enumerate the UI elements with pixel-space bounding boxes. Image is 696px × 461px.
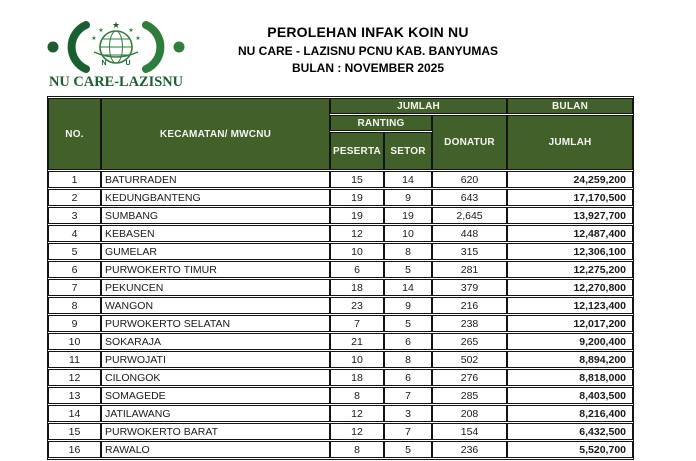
table-row bbox=[48, 243, 633, 260]
cell-kecamatan: KEDUNGBANTENG bbox=[101, 189, 330, 206]
table-row bbox=[48, 369, 633, 386]
cell-kecamatan: PEKUNCEN bbox=[101, 279, 330, 296]
col-group-jumlah: JUMLAH bbox=[330, 98, 507, 114]
cell-peserta: 8 bbox=[330, 441, 384, 458]
cell-donatur: 285 bbox=[432, 387, 507, 404]
cell-donatur: 502 bbox=[432, 351, 507, 368]
cell-donatur: 643 bbox=[432, 189, 507, 206]
cell-peserta: 12 bbox=[330, 423, 384, 440]
col-header-no: NO. bbox=[48, 98, 101, 170]
cell-kecamatan: RAWALO bbox=[101, 441, 330, 458]
cell-setor: 5 bbox=[384, 261, 432, 278]
cell-peserta: 23 bbox=[330, 297, 384, 314]
cell-kecamatan: PURWOKERTO TIMUR bbox=[101, 261, 330, 278]
cell-peserta: 6 bbox=[330, 261, 384, 278]
cell-setor: 9 bbox=[384, 189, 432, 206]
cell-no: 6 bbox=[48, 261, 101, 278]
cell-no: 2 bbox=[48, 189, 101, 206]
col-header-bulan-jumlah: JUMLAH bbox=[507, 115, 633, 170]
cell-peserta: 7 bbox=[330, 315, 384, 332]
cell-donatur: 154 bbox=[432, 423, 507, 440]
report-header bbox=[190, 24, 546, 75]
cell-kecamatan: PURWOKERTO BARAT bbox=[101, 423, 330, 440]
cell-kecamatan: SUMBANG bbox=[101, 207, 330, 224]
cell-peserta: 12 bbox=[330, 225, 384, 242]
cell-kecamatan: JATILAWANG bbox=[101, 405, 330, 422]
cell-no: 7 bbox=[48, 279, 101, 296]
cell-jumlah: 12,275,200 bbox=[507, 261, 633, 278]
table-row bbox=[48, 261, 633, 278]
cell-setor: 7 bbox=[384, 387, 432, 404]
cell-no: 9 bbox=[48, 315, 101, 332]
cell-donatur: 208 bbox=[432, 405, 507, 422]
table-row bbox=[48, 297, 633, 314]
cell-peserta: 21 bbox=[330, 333, 384, 350]
cell-jumlah: 13,927,700 bbox=[507, 207, 633, 224]
cell-no: 5 bbox=[48, 243, 101, 260]
cell-setor: 8 bbox=[384, 351, 432, 368]
cell-no: 13 bbox=[48, 387, 101, 404]
cell-no: 11 bbox=[48, 351, 101, 368]
cell-peserta: 15 bbox=[330, 171, 384, 188]
cell-kecamatan: KEBASEN bbox=[101, 225, 330, 242]
cell-no: 12 bbox=[48, 369, 101, 386]
table-row bbox=[48, 207, 633, 224]
cell-donatur: 281 bbox=[432, 261, 507, 278]
cell-donatur: 2,645 bbox=[432, 207, 507, 224]
table-row bbox=[48, 315, 633, 332]
cell-setor: 7 bbox=[384, 423, 432, 440]
cell-no: 16 bbox=[48, 441, 101, 458]
cell-setor: 6 bbox=[384, 369, 432, 386]
cell-jumlah: 12,270,800 bbox=[507, 279, 633, 296]
table-row bbox=[48, 171, 633, 188]
table-row bbox=[48, 441, 633, 458]
cell-kecamatan: PURWOKERTO SELATAN bbox=[101, 315, 330, 332]
cell-setor: 8 bbox=[384, 243, 432, 260]
cell-kecamatan: SOMAGEDE bbox=[101, 387, 330, 404]
table-header bbox=[48, 98, 633, 170]
cell-peserta: 10 bbox=[330, 243, 384, 260]
cell-jumlah: 17,170,500 bbox=[507, 189, 633, 206]
cell-donatur: 315 bbox=[432, 243, 507, 260]
table-body bbox=[48, 171, 633, 458]
cell-setor: 6 bbox=[384, 333, 432, 350]
cell-peserta: 18 bbox=[330, 369, 384, 386]
col-header-peserta: PESERTA bbox=[330, 132, 384, 170]
cell-setor: 3 bbox=[384, 405, 432, 422]
cell-donatur: 448 bbox=[432, 225, 507, 242]
cell-no: 3 bbox=[48, 207, 101, 224]
cell-donatur: 238 bbox=[432, 315, 507, 332]
logo-letter-u: U bbox=[125, 60, 131, 67]
svg-text:★: ★ bbox=[98, 27, 104, 34]
cell-kecamatan: GUMELAR bbox=[101, 243, 330, 260]
cell-jumlah: 12,487,400 bbox=[507, 225, 633, 242]
page-title: PEROLEHAN INFAK KOIN NU bbox=[267, 24, 469, 40]
table-row bbox=[48, 423, 633, 440]
col-header-kecamatan: KECAMATAN/ MWCNU bbox=[101, 98, 330, 170]
cell-donatur: 265 bbox=[432, 333, 507, 350]
cell-jumlah: 8,894,200 bbox=[507, 351, 633, 368]
cell-jumlah: 9,200,400 bbox=[507, 333, 633, 350]
nu-care-lazisnu-logo bbox=[46, 20, 186, 90]
cell-no: 14 bbox=[48, 405, 101, 422]
cell-peserta: 8 bbox=[330, 387, 384, 404]
table-row bbox=[48, 405, 633, 422]
cell-jumlah: 12,306,100 bbox=[507, 243, 633, 260]
cell-jumlah: 8,403,500 bbox=[507, 387, 633, 404]
col-group-ranting: RANTING bbox=[330, 115, 432, 131]
cell-kecamatan: WANGON bbox=[101, 297, 330, 314]
table-row bbox=[48, 225, 633, 242]
cell-no: 1 bbox=[48, 171, 101, 188]
svg-text:★: ★ bbox=[111, 21, 121, 31]
table-row bbox=[48, 279, 633, 296]
cell-peserta: 10 bbox=[330, 351, 384, 368]
cell-jumlah: 12,123,400 bbox=[507, 297, 633, 314]
table-row bbox=[48, 351, 633, 368]
report-period: BULAN : NOVEMBER 2025 bbox=[291, 61, 445, 75]
cell-setor: 10 bbox=[384, 225, 432, 242]
svg-text:★: ★ bbox=[91, 35, 97, 42]
logo-wordmark: NU CARE-LAZISNU bbox=[49, 74, 184, 90]
cell-kecamatan: CILONGOK bbox=[101, 369, 330, 386]
infak-table bbox=[47, 96, 634, 460]
cell-donatur: 379 bbox=[432, 279, 507, 296]
organization: NU CARE - LAZISNU PCNU KAB. BANYUMAS bbox=[238, 44, 498, 58]
table-row bbox=[48, 387, 633, 404]
cell-setor: 5 bbox=[384, 441, 432, 458]
svg-text:★: ★ bbox=[135, 35, 141, 42]
col-header-donatur: DONATUR bbox=[432, 115, 507, 170]
cell-kecamatan: PURWOJATI bbox=[101, 351, 330, 368]
col-header-setor: SETOR bbox=[384, 132, 432, 170]
cell-peserta: 19 bbox=[330, 207, 384, 224]
cell-jumlah: 24,259,200 bbox=[507, 171, 633, 188]
cell-jumlah: 5,520,700 bbox=[507, 441, 633, 458]
table-row bbox=[48, 333, 633, 350]
svg-text:★: ★ bbox=[128, 27, 134, 34]
cell-jumlah: 6,432,500 bbox=[507, 423, 633, 440]
cell-setor: 19 bbox=[384, 207, 432, 224]
cell-kecamatan: SOKARAJA bbox=[101, 333, 330, 350]
cell-jumlah: 8,818,000 bbox=[507, 369, 633, 386]
cell-setor: 5 bbox=[384, 315, 432, 332]
nu-emblem-icon bbox=[46, 20, 186, 90]
cell-no: 10 bbox=[48, 333, 101, 350]
cell-donatur: 236 bbox=[432, 441, 507, 458]
cell-donatur: 276 bbox=[432, 369, 507, 386]
cell-peserta: 12 bbox=[330, 405, 384, 422]
cell-no: 8 bbox=[48, 297, 101, 314]
cell-jumlah: 12,017,200 bbox=[507, 315, 633, 332]
cell-setor: 9 bbox=[384, 297, 432, 314]
cell-no: 4 bbox=[48, 225, 101, 242]
table-row bbox=[48, 189, 633, 206]
cell-jumlah: 8,216,400 bbox=[507, 405, 633, 422]
cell-donatur: 620 bbox=[432, 171, 507, 188]
col-group-bulan: BULAN bbox=[507, 98, 633, 114]
cell-kecamatan: BATURRADEN bbox=[101, 171, 330, 188]
cell-setor: 14 bbox=[384, 171, 432, 188]
cell-no: 15 bbox=[48, 423, 101, 440]
cell-setor: 14 bbox=[384, 279, 432, 296]
cell-peserta: 19 bbox=[330, 189, 384, 206]
cell-peserta: 18 bbox=[330, 279, 384, 296]
logo-letter-n: N bbox=[101, 60, 107, 67]
cell-donatur: 216 bbox=[432, 297, 507, 314]
